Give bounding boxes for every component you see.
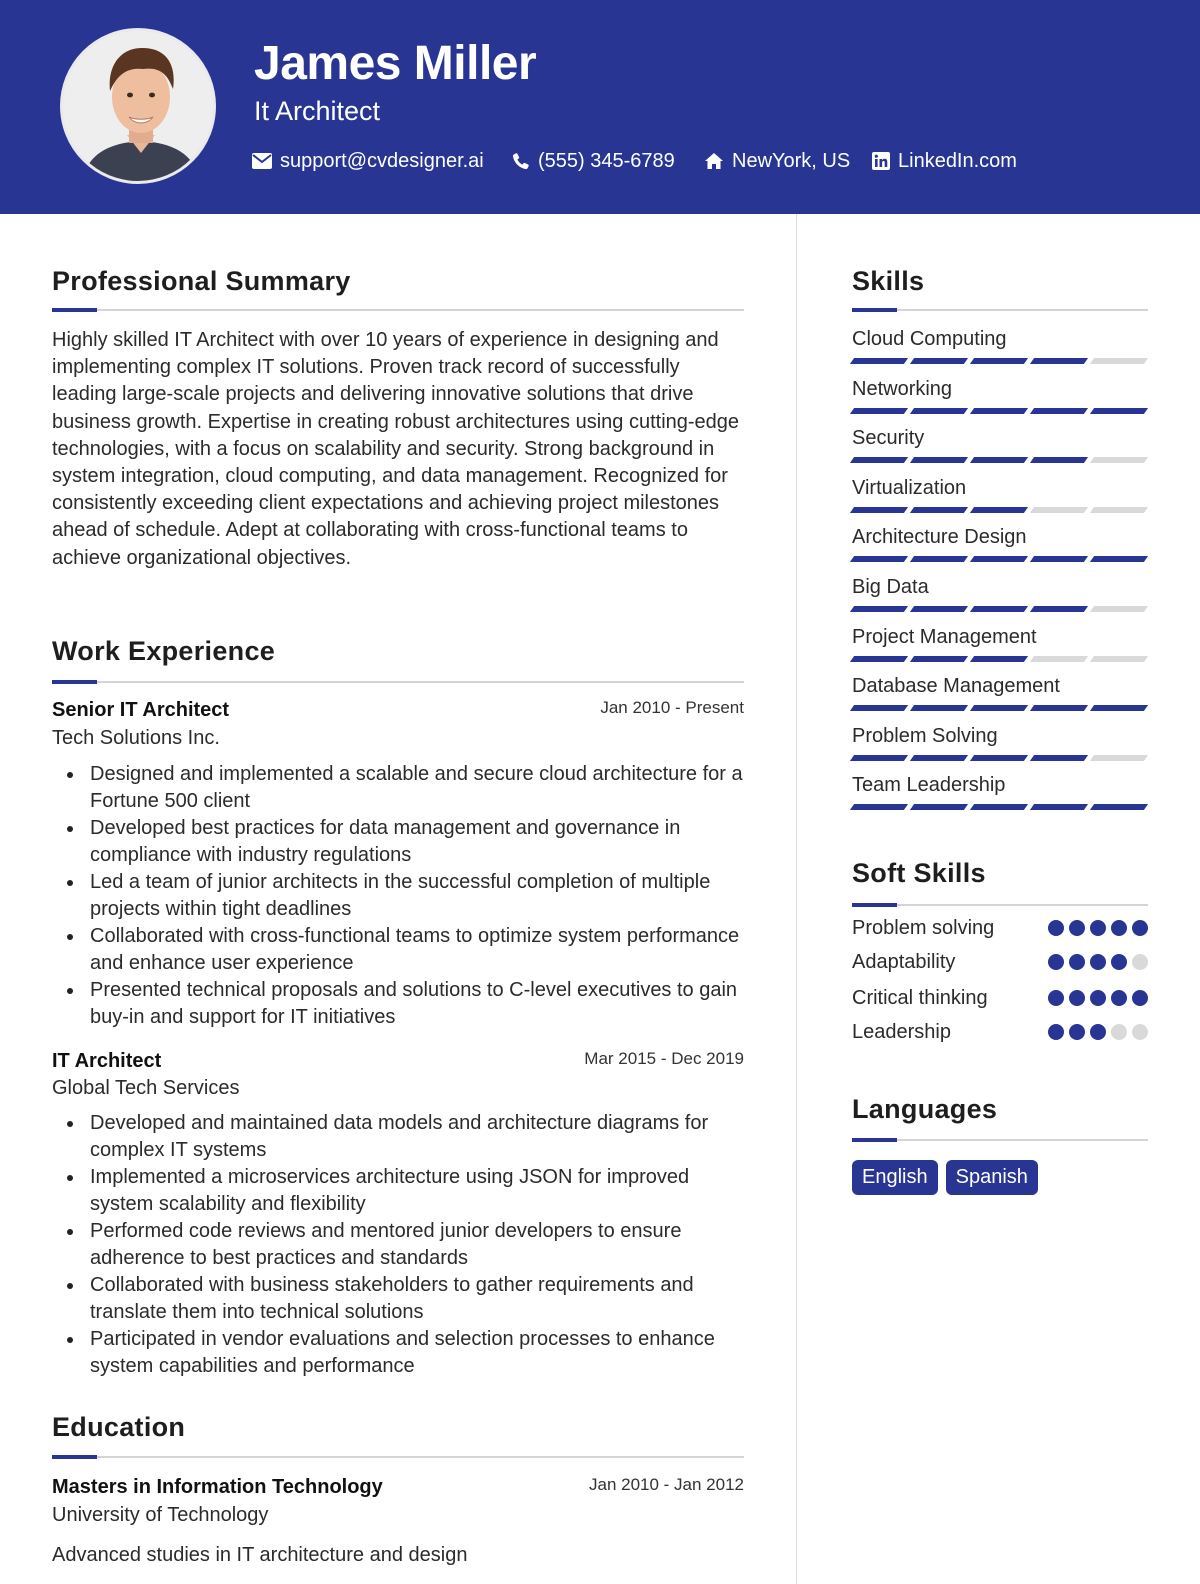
language-badge: Spanish <box>946 1160 1038 1195</box>
skill-level-segment <box>910 457 968 463</box>
skill-item <box>852 328 1148 364</box>
education-dates: Jan 2010 - Jan 2012 <box>588 1475 744 1494</box>
skill-level-segment <box>970 606 1028 612</box>
skill-level-segment <box>1090 656 1148 662</box>
skill-item <box>852 675 1148 711</box>
rating-dot <box>1132 1024 1148 1040</box>
skill-level-segment <box>910 408 968 414</box>
skill-level-bar <box>852 507 1148 513</box>
skill-level-segment <box>850 507 908 513</box>
skill-item <box>852 725 1148 761</box>
skill-level-segment <box>970 457 1028 463</box>
job-title: IT Architect <box>52 1050 162 1072</box>
skill-level-segment <box>1090 556 1148 562</box>
job-bullet: Performed code reviews and mentored junior developers to ensure adherence to best practices and standards <box>52 1218 752 1272</box>
home-icon <box>704 152 724 170</box>
skill-level-segment <box>850 755 908 761</box>
skill-level-segment <box>1030 755 1088 761</box>
skill-level-segment <box>1030 408 1088 414</box>
skill-level-segment <box>910 358 968 364</box>
rating-dot <box>1048 954 1064 970</box>
contact-linkedin[interactable] <box>872 148 1017 174</box>
skill-level-segment <box>1030 358 1088 364</box>
skill-level-segment <box>1030 457 1088 463</box>
column-divider <box>796 214 797 1584</box>
job-company: Tech Solutions Inc. <box>52 727 220 749</box>
skill-level-segment <box>970 804 1028 810</box>
email-text: support@cvdesigner.ai <box>280 149 484 172</box>
rating-dot <box>1048 990 1064 1006</box>
job-bullet: Developed and maintained data models and architecture diagrams for complex IT systems <box>52 1110 752 1164</box>
rating-dot <box>1132 990 1148 1006</box>
job-bullet: Developed best practices for data management and governance in compliance with industry regulations <box>52 815 752 869</box>
skill-level-segment <box>970 358 1028 364</box>
rating-dot <box>1132 920 1148 936</box>
languages-list <box>852 1160 1038 1195</box>
phone-icon <box>512 152 530 170</box>
skill-level-bar <box>852 457 1148 463</box>
skill-level-segment <box>910 507 968 513</box>
soft-skill-rating <box>1048 954 1148 970</box>
soft-skill-item <box>852 984 1148 1012</box>
rating-dot <box>1069 1024 1085 1040</box>
skill-level-segment <box>970 705 1028 711</box>
languages-heading: Languages <box>852 1094 998 1124</box>
skill-level-segment <box>910 705 968 711</box>
skill-level-bar <box>852 656 1148 662</box>
rating-dot <box>1048 1024 1064 1040</box>
contact-location <box>704 148 850 174</box>
skill-level-segment <box>1090 705 1148 711</box>
rating-dot <box>1069 954 1085 970</box>
linkedin-text: LinkedIn.com <box>898 149 1017 172</box>
skill-name: Problem Solving <box>852 725 998 747</box>
skill-level-segment <box>850 358 908 364</box>
candidate-role: It Architect <box>254 96 381 126</box>
soft-skill-name: Adaptability <box>852 950 956 973</box>
skill-level-segment <box>850 606 908 612</box>
skill-name: Security <box>852 427 925 449</box>
contact-phone[interactable] <box>512 148 675 174</box>
skill-level-segment <box>970 656 1028 662</box>
skills-rule-accent <box>852 308 897 312</box>
rating-dot <box>1132 954 1148 970</box>
skill-level-bar <box>852 804 1148 810</box>
skill-level-segment <box>1030 656 1088 662</box>
school-name: University of Technology <box>52 1504 269 1526</box>
skill-name: Big Data <box>852 576 929 598</box>
summary-heading: Professional Summary <box>52 266 351 296</box>
work-rule <box>52 681 744 683</box>
skill-level-bar <box>852 705 1148 711</box>
rating-dot <box>1090 1024 1106 1040</box>
skill-name: Architecture Design <box>852 526 1027 548</box>
skill-level-segment <box>910 804 968 810</box>
soft-skill-item <box>852 914 1148 942</box>
skill-name: Database Management <box>852 675 1060 697</box>
contact-email[interactable] <box>252 148 484 174</box>
phone-text: (555) 345-6789 <box>538 149 675 172</box>
work-heading: Work Experience <box>52 636 276 666</box>
skill-item <box>852 477 1148 513</box>
resume-header <box>0 0 1200 214</box>
degree-title: Masters in Information Technology <box>52 1476 383 1498</box>
profile-photo <box>60 28 216 184</box>
rating-dot <box>1048 920 1064 936</box>
soft-skill-item <box>852 1018 1148 1046</box>
skill-level-segment <box>910 755 968 761</box>
work-rule-accent <box>52 680 97 684</box>
skill-item <box>852 526 1148 562</box>
skill-level-segment <box>850 457 908 463</box>
skill-level-segment <box>850 556 908 562</box>
soft-skills-heading: Soft Skills <box>852 858 986 888</box>
skill-level-segment <box>1090 606 1148 612</box>
skill-level-bar <box>852 606 1148 612</box>
skill-level-segment <box>970 408 1028 414</box>
soft-skill-name: Leadership <box>852 1020 951 1043</box>
skill-level-segment <box>1030 804 1088 810</box>
soft-skill-rating <box>1048 990 1148 1006</box>
skill-level-segment <box>850 656 908 662</box>
soft-skill-rating <box>1048 920 1148 936</box>
skill-level-segment <box>850 408 908 414</box>
skill-name: Virtualization <box>852 477 967 499</box>
rating-dot <box>1111 954 1127 970</box>
job-bullet: Designed and implemented a scalable and secure cloud architecture for a Fortune 500 client <box>52 761 752 815</box>
job-bullet: Collaborated with cross-functional teams to optimize system performance and enhance user experience <box>52 923 752 977</box>
skill-level-bar <box>852 556 1148 562</box>
skill-level-segment <box>970 507 1028 513</box>
soft-skill-item <box>852 948 1148 976</box>
rating-dot <box>1069 920 1085 936</box>
skill-item <box>852 774 1148 810</box>
skill-level-segment <box>1090 408 1148 414</box>
job-bullets <box>52 1110 752 1380</box>
job-dates: Jan 2010 - Present <box>600 698 744 717</box>
soft-skill-name: Problem solving <box>852 916 995 939</box>
skill-level-segment <box>1090 804 1148 810</box>
job-bullet: Presented technical proposals and solutions to C-level executives to gain buy-in and support for IT initiatives <box>52 977 752 1031</box>
education-heading: Education <box>52 1412 186 1442</box>
skill-level-bar <box>852 755 1148 761</box>
skill-level-segment <box>1030 556 1088 562</box>
skill-level-segment <box>970 556 1028 562</box>
skill-item <box>852 576 1148 612</box>
envelope-icon <box>252 153 272 169</box>
job-bullet: Implemented a microservices architecture using JSON for improved system scalability and flexibility <box>52 1164 752 1218</box>
education-rule-accent <box>52 1455 97 1459</box>
rating-dot <box>1090 954 1106 970</box>
job-bullet: Participated in vendor evaluations and selection processes to enhance system capabilities and performance <box>52 1326 752 1380</box>
skill-level-segment <box>1090 507 1148 513</box>
skill-level-segment <box>970 755 1028 761</box>
skill-level-bar <box>852 358 1148 364</box>
soft-skill-rating <box>1048 1024 1148 1040</box>
skill-level-segment <box>1030 705 1088 711</box>
language-badge: English <box>852 1160 938 1195</box>
skill-level-segment <box>850 804 908 810</box>
skill-level-segment <box>1090 358 1148 364</box>
job-bullet: Led a team of junior architects in the successful completion of multiple projects within tight deadlines <box>52 869 752 923</box>
rating-dot <box>1090 920 1106 936</box>
linkedin-icon <box>872 152 890 170</box>
skill-level-segment <box>910 656 968 662</box>
skill-item <box>852 378 1148 414</box>
job-title: Senior IT Architect <box>52 699 230 721</box>
skills-heading: Skills <box>852 266 925 296</box>
rating-dot <box>1111 990 1127 1006</box>
skill-level-segment <box>1090 755 1148 761</box>
skill-level-segment <box>910 606 968 612</box>
skill-item <box>852 626 1148 662</box>
skill-level-segment <box>850 705 908 711</box>
languages-rule-accent <box>852 1138 897 1142</box>
skill-item <box>852 427 1148 463</box>
job-bullet: Collaborated with business stakeholders to gather requirements and translate them into technical solutions <box>52 1272 752 1326</box>
rating-dot <box>1069 990 1085 1006</box>
candidate-name: James Miller <box>254 37 537 90</box>
job-bullets <box>52 761 752 1031</box>
soft-skills-rule-accent <box>852 903 897 907</box>
skill-name: Networking <box>852 378 953 400</box>
job-dates: Mar 2015 - Dec 2019 <box>584 1049 744 1068</box>
skill-level-segment <box>1030 507 1088 513</box>
education-description: Advanced studies in IT architecture and design <box>52 1544 468 1566</box>
rating-dot <box>1111 1024 1127 1040</box>
soft-skill-name: Critical thinking <box>852 986 988 1009</box>
skill-level-segment <box>1090 457 1148 463</box>
summary-rule-accent <box>52 308 97 312</box>
skill-name: Cloud Computing <box>852 328 1007 350</box>
job-company: Global Tech Services <box>52 1077 240 1099</box>
rating-dot <box>1111 920 1127 936</box>
rating-dot <box>1090 990 1106 1006</box>
location-text: NewYork, US <box>732 149 851 172</box>
skill-level-segment <box>910 556 968 562</box>
education-rule <box>52 1456 744 1458</box>
skill-level-segment <box>1030 606 1088 612</box>
skill-name: Project Management <box>852 626 1037 648</box>
skill-name: Team Leadership <box>852 774 1006 796</box>
summary-text: Highly skilled IT Architect with over 10 years of experience in designing and implementing complex IT solutions. Proven track record of successfully leading large-scale projects and delivering innovative solutions that drive business growth. Expertise in creating robust architectures using cutting-edge technologies, with a focus on scalability and security. Strong background in system integration, cloud computing, and data management. Recognized for consistently exceeding client expectations and achieving project milestones ahead of schedule. Adept at collaborating with cross-functional teams to achieve organizational objectives. <box>52 329 740 569</box>
skill-level-bar <box>852 408 1148 414</box>
summary-rule <box>52 309 744 311</box>
